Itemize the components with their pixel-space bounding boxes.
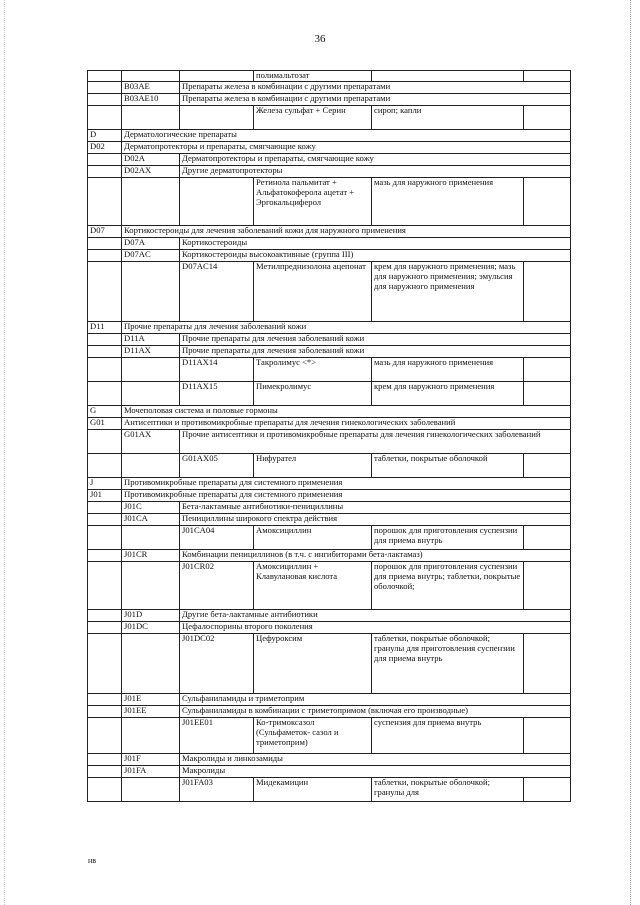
atc-group-code: J: [88, 478, 122, 490]
table-row: [88, 634, 571, 694]
cell-extra: [524, 106, 571, 130]
atc-subgroup-name: Прочие препараты для лечения заболеваний кожи: [180, 346, 571, 358]
cell-form: порошок для приготовления суспензии для приема внутрь: [372, 526, 524, 550]
atc-group-code: [88, 166, 122, 178]
cell-form: крем для наружного применения: [372, 382, 524, 406]
cell-extra: [524, 718, 571, 754]
table-row: [88, 106, 571, 130]
atc-group-code: D11: [88, 322, 122, 334]
table-row: [88, 478, 571, 490]
table-row: [88, 454, 571, 478]
cell-extra: [524, 71, 571, 82]
atc-subgroup-code: J01CR: [122, 550, 180, 562]
atc-group-code: [88, 550, 122, 562]
cell-group: [88, 358, 122, 382]
cell-code: J01DC02: [180, 634, 254, 694]
table-row: [88, 130, 571, 142]
cell-group: [88, 526, 122, 550]
scan-edge-right: [630, 0, 632, 905]
table-row: [88, 754, 571, 766]
table-row: [88, 71, 571, 82]
cell-form: крем для наружного применения; мазь для наружного применения; эмульсия для наружного применения: [372, 262, 524, 322]
footer-mark: нв: [88, 856, 97, 865]
table-body: [88, 71, 571, 802]
cell-code: J01EE01: [180, 718, 254, 754]
atc-subgroup-name: Другие дерматопротекторы: [180, 166, 571, 178]
atc-subgroup-code: J01CA: [122, 514, 180, 526]
cell-name: Амоксициллин + Клавулановая кислота: [254, 562, 372, 610]
cell-form: мазь для наружного применения: [372, 358, 524, 382]
cell-group: [88, 262, 122, 322]
atc-group-name: Кортикостероиды для лечения заболеваний кожи для наружного применения: [122, 226, 571, 238]
table-row: [88, 514, 571, 526]
table-row: [88, 526, 571, 550]
cell-subgroup: [122, 178, 180, 226]
atc-subgroup-name: Прочие антисептики и противомикробные препараты для лечения гинекологических заболеваний: [180, 430, 571, 454]
table-row: [88, 238, 571, 250]
atc-subgroup-name: Кортикостероиды: [180, 238, 571, 250]
atc-group-name: Противомикробные препараты для системного применения: [122, 490, 571, 502]
cell-form: [372, 71, 524, 82]
cell-group: [88, 562, 122, 610]
atc-group-code: G01: [88, 418, 122, 430]
table-row: [88, 562, 571, 610]
cell-extra: [524, 562, 571, 610]
atc-group-code: [88, 238, 122, 250]
atc-subgroup-name: Дерматопротекторы и препараты, смягчающие кожу: [180, 154, 571, 166]
atc-subgroup-code: G01AX: [122, 430, 180, 454]
cell-name: Метилпреднизолона ацепонат: [254, 262, 372, 322]
atc-subgroup-code: D07A: [122, 238, 180, 250]
cell-group: [88, 178, 122, 226]
atc-group-name: Мочеполовая система и половые гормоны: [122, 406, 571, 418]
cell-form: таблетки, покрытые оболочкой; гранулы для: [372, 778, 524, 802]
cell-group: [88, 382, 122, 406]
atc-group-code: [88, 502, 122, 514]
cell-form: таблетки, покрытые оболочкой: [372, 454, 524, 478]
atc-subgroup-code: J01D: [122, 610, 180, 622]
table-row: [88, 550, 571, 562]
atc-subgroup-code: D07AC: [122, 250, 180, 262]
atc-group-name: Прочие препараты для лечения заболеваний кожи: [122, 322, 571, 334]
table-row: [88, 694, 571, 706]
atc-group-code: [88, 766, 122, 778]
cell-code: J01CR02: [180, 562, 254, 610]
cell-code: [180, 71, 254, 82]
atc-group-code: [88, 346, 122, 358]
atc-subgroup-code: J01C: [122, 502, 180, 514]
table-row: [88, 154, 571, 166]
atc-group-code: J01: [88, 490, 122, 502]
atc-subgroup-code: J01FA: [122, 766, 180, 778]
table-row: [88, 226, 571, 238]
atc-group-code: [88, 706, 122, 718]
table-row: [88, 502, 571, 514]
cell-name: Мидекамицин: [254, 778, 372, 802]
atc-group-code: [88, 754, 122, 766]
table-row: [88, 778, 571, 802]
cell-extra: [524, 778, 571, 802]
atc-subgroup-name: Препараты железа в комбинации с другими препаратами: [180, 82, 571, 94]
table-row: [88, 82, 571, 94]
atc-group-code: D07: [88, 226, 122, 238]
atc-subgroup-name: Цефалоспорины второго поколения: [180, 622, 571, 634]
atc-group-code: D02: [88, 142, 122, 154]
atc-subgroup-name: Бета-лактамные антибиотики-пенициллины: [180, 502, 571, 514]
cell-code: D07AC14: [180, 262, 254, 322]
table-row: [88, 706, 571, 718]
table-row: [88, 178, 571, 226]
cell-subgroup: [122, 71, 180, 82]
cell-subgroup: [122, 382, 180, 406]
cell-name: Ко-тримоксазол (Сульфаметок- сазол и триметоприм): [254, 718, 372, 754]
table-row: [88, 382, 571, 406]
cell-form: суспензия для приема внутрь: [372, 718, 524, 754]
atc-group-code: [88, 610, 122, 622]
atc-group-name: Антисептики и противомикробные препараты для лечения гинекологических заболеваний: [122, 418, 571, 430]
cell-extra: [524, 382, 571, 406]
atc-subgroup-name: Макролиды и линкозамиды: [180, 754, 571, 766]
atc-subgroup-code: J01DC: [122, 622, 180, 634]
cell-extra: [524, 178, 571, 226]
table-row: [88, 358, 571, 382]
cell-extra: [524, 634, 571, 694]
atc-subgroup-code: J01E: [122, 694, 180, 706]
cell-name: Пимекролимус: [254, 382, 372, 406]
table-row: [88, 346, 571, 358]
atc-group-name: Противомикробные препараты для системного применения: [122, 478, 571, 490]
cell-group: [88, 454, 122, 478]
atc-group-code: [88, 430, 122, 454]
atc-subgroup-code: D11A: [122, 334, 180, 346]
cell-subgroup: [122, 778, 180, 802]
cell-group: [88, 106, 122, 130]
cell-group: [88, 634, 122, 694]
cell-subgroup: [122, 718, 180, 754]
cell-group: [88, 718, 122, 754]
cell-code: D11AX14: [180, 358, 254, 382]
atc-subgroup-name: Препараты железа в комбинации с другими препаратами: [180, 94, 571, 106]
cell-code: [180, 178, 254, 226]
atc-group-code: D: [88, 130, 122, 142]
table-row: [88, 262, 571, 322]
atc-group-code: [88, 514, 122, 526]
cell-extra: [524, 526, 571, 550]
table-row: [88, 622, 571, 634]
atc-subgroup-name: Сульфаниламиды в комбинации с триметопримом (включая его производные): [180, 706, 571, 718]
atc-group-code: [88, 250, 122, 262]
atc-subgroup-name: Другие бета-лактамные антибиотики: [180, 610, 571, 622]
atc-subgroup-code: D02AX: [122, 166, 180, 178]
cell-name: Нифурател: [254, 454, 372, 478]
cell-group: [88, 71, 122, 82]
atc-subgroup-code: J01EE: [122, 706, 180, 718]
cell-subgroup: [122, 634, 180, 694]
cell-name: Такролимус <*>: [254, 358, 372, 382]
cell-name: Ретинола пальмитат + Альфатокоферола ацетат + Эргокальциферол: [254, 178, 372, 226]
table-row: [88, 94, 571, 106]
cell-form: сироп; капли: [372, 106, 524, 130]
cell-subgroup: [122, 106, 180, 130]
atc-group-name: Дерматопротекторы и препараты, смягчающие кожу: [122, 142, 571, 154]
cell-subgroup: [122, 358, 180, 382]
atc-subgroup-name: Пенициллины широкого спектра действия: [180, 514, 571, 526]
cell-code: J01CA04: [180, 526, 254, 550]
table-row: [88, 490, 571, 502]
table-row: [88, 406, 571, 418]
atc-group-code: [88, 82, 122, 94]
cell-subgroup: [122, 262, 180, 322]
cell-extra: [524, 358, 571, 382]
cell-subgroup: [122, 526, 180, 550]
atc-subgroup-code: D11AX: [122, 346, 180, 358]
drug-classification-table: [87, 70, 571, 802]
table-row: [88, 430, 571, 454]
cell-form: мазь для наружного применения: [372, 178, 524, 226]
table-row: [88, 766, 571, 778]
table-row: [88, 718, 571, 754]
atc-group-code: [88, 154, 122, 166]
cell-name: полимальтозат: [254, 71, 372, 82]
cell-name: Амоксициллин: [254, 526, 372, 550]
atc-group-name: Дерматологические препараты: [122, 130, 571, 142]
cell-extra: [524, 262, 571, 322]
table-row: [88, 142, 571, 154]
table-row: [88, 250, 571, 262]
table-row: [88, 610, 571, 622]
table-row: [88, 334, 571, 346]
atc-subgroup-name: Кортикостероиды высокоактивные (группа III): [180, 250, 571, 262]
atc-subgroup-code: D02A: [122, 154, 180, 166]
atc-subgroup-name: Макролиды: [180, 766, 571, 778]
cell-code: G01AX05: [180, 454, 254, 478]
cell-code: J01FA03: [180, 778, 254, 802]
atc-subgroup-code: B03AE: [122, 82, 180, 94]
atc-group-code: [88, 694, 122, 706]
atc-subgroup-code: J01F: [122, 754, 180, 766]
table-row: [88, 322, 571, 334]
cell-code: [180, 106, 254, 130]
cell-form: порошок для приготовления суспензии для приема внутрь; таблетки, покрытые оболочкой;: [372, 562, 524, 610]
table-row: [88, 418, 571, 430]
atc-group-code: [88, 94, 122, 106]
cell-code: D11AX15: [180, 382, 254, 406]
cell-form: таблетки, покрытые оболочкой; гранулы для приготовления суспензии для приема внутрь: [372, 634, 524, 694]
cell-name: Железа сульфат + Серин: [254, 106, 372, 130]
atc-subgroup-name: Комбинации пенициллинов (в т.ч. с ингибиторами бета-лактамаз): [180, 550, 571, 562]
atc-subgroup-name: Прочие препараты для лечения заболеваний кожи: [180, 334, 571, 346]
scan-edge-left: [4, 0, 6, 905]
atc-group-code: [88, 622, 122, 634]
atc-group-code: [88, 334, 122, 346]
cell-group: [88, 778, 122, 802]
page-number: 36: [314, 33, 326, 45]
cell-subgroup: [122, 454, 180, 478]
cell-subgroup: [122, 562, 180, 610]
cell-name: Цефуроксим: [254, 634, 372, 694]
atc-group-code: G: [88, 406, 122, 418]
atc-subgroup-code: B03AE10: [122, 94, 180, 106]
cell-extra: [524, 454, 571, 478]
table-row: [88, 166, 571, 178]
atc-subgroup-name: Сульфаниламиды и триметоприм: [180, 694, 571, 706]
